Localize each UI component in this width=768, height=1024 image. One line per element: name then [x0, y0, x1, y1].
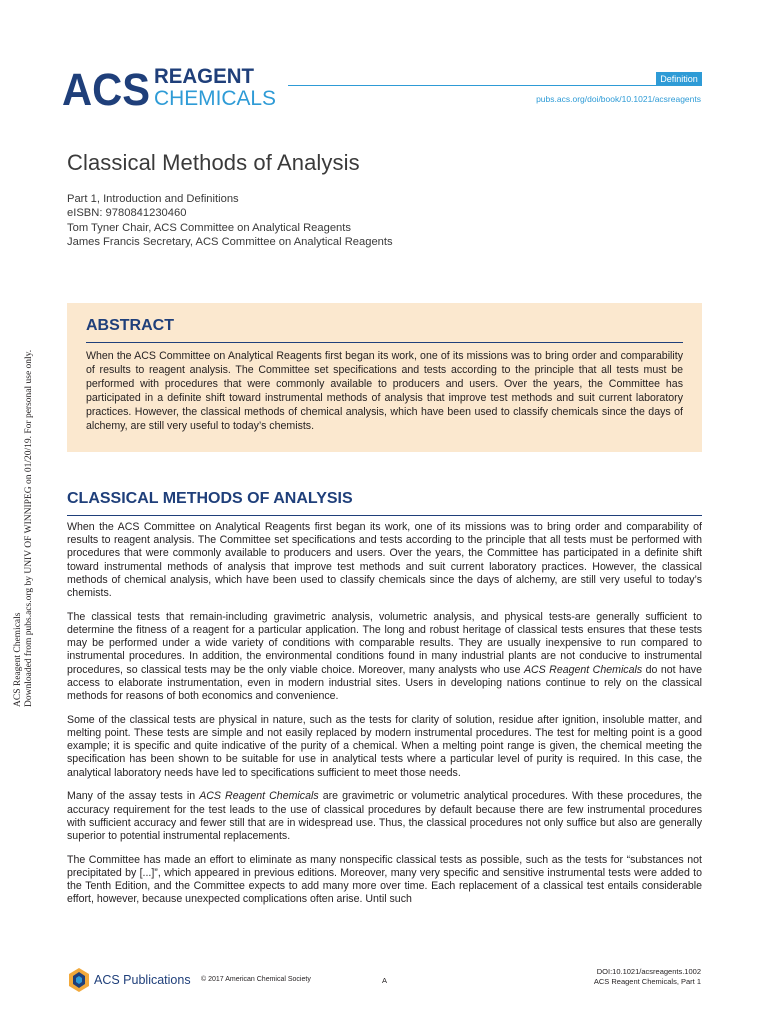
meta-part: Part 1, Introduction and Definitions: [67, 193, 239, 205]
acs-hexagon-icon: [69, 968, 89, 992]
logo-reagent: REAGENT: [154, 65, 255, 88]
paragraph-1: When the ACS Committee on Analytical Reagents first began its work, one of its missions was to bring order and comparability of results to reagent analysis. The Committee set specifications and tests according to the principle that all tests must be performed with procedures that were commonly available to producers and users. Over the years, the Committee has participated in a definite shift toward instrumental methods of analysis that improve test methods and suit current laboratory practices. However, the classical methods of chemical analysis, which have been used to classify chemicals since the days of alchemy, are still very useful to today’s chemists.: [67, 521, 702, 600]
meta-eisbn: eISBN: 9780841230460: [67, 207, 187, 220]
footer-citation: [594, 967, 701, 986]
download-watermark: [9, 318, 39, 708]
meta-secretary: James Francis Secretary, ACS Committee on Analytical Reagents: [67, 235, 393, 248]
paragraph-4: [67, 790, 702, 843]
paragraph-5: The Committee has made an effort to eliminate as many nonspecific classical tests as possible, such as the tests for “substances not precipitated by [...]”, which appeared in previous editions. Moreover, many very specific and sensitive instrumental tests were added to the Tenth Edition, and the Committee expects to add many more over time. Each replacement of a classical test entails considerable effort, however, because unexpected complications often arise. Until such: [67, 853, 702, 906]
copyright: © 2017 American Chemical Society: [201, 976, 311, 983]
publisher-name: ACS Publications: [94, 973, 191, 987]
paragraph-3: Some of the classical tests are physical in nature, such as the tests for clarity of solution, residue after ignition, insoluble matter, and melting point. These tests are simple and not easily replaced by modern instrumental procedures. The test for melting point is a good example; it is specific and quite indicative of the purity of a chemical. When a melting point range is given, the chemical meeting the specification has been shown to be suitable for use in analytical tests where a particular level of purity is required. In this case, the analytical laboratory needs have led to specifications sufficient to meet those needs.: [67, 713, 702, 779]
logo-acs: ACS: [62, 64, 150, 108]
paragraph-4-text-a: Many of the assay tests in: [67, 790, 200, 803]
paragraph-2: [67, 611, 702, 703]
abstract-rule: [86, 342, 683, 343]
paragraph-4-title-ref: ACS Reagent Chemicals: [199, 790, 319, 803]
article-meta: [67, 192, 393, 249]
watermark-line-1: ACS Reagent Chemicals: [13, 612, 23, 707]
abstract-text: When the ACS Committee on Analytical Reagents first began its work, one of its missions was to bring order and comparability of results to reagent analysis. The Committee set specifications and tests according to the principle that all tests must be performed with procedures that were commonly available to producers and users. Over the years, the Committee has participated in a definite shift toward instrumental methods of analysis that improve test methods and suit current laboratory practices. However, the classical methods of chemical analysis, which have been used to classify chemicals since the days of alchemy, are still very useful to today’s chemists.: [86, 350, 683, 433]
header-rule: [288, 85, 702, 86]
section-heading: CLASSICAL METHODS OF ANALYSIS: [67, 490, 353, 507]
section-body: [67, 521, 702, 917]
acs-publications-logo: [68, 967, 193, 993]
paragraph-2-text-a: The classical tests that remain-including gravimetric analysis, volumetric analysis, and physical tests-are generally sufficient to determine the fitness of a reagent for a particular application. The long and robust heritage of classical tests ensures that these tests may be performed under a wide variety of conditions with comparable results. They are usually inexpensive to run compared to instrumental procedures. In addition, the environmental conditions found in many industrial plants are not conducive to instrumental procedures, so classical tests may be the only viable choice. Moreover, many analysts who use: [67, 610, 702, 676]
doi-link[interactable]: pubs.acs.org/doi/book/10.1021/acsreagents: [536, 94, 701, 104]
paragraph-2-title-ref: ACS Reagent Chemicals: [523, 663, 643, 676]
section-rule: [67, 515, 702, 516]
logo-chemicals: CHEMICALS: [154, 87, 276, 108]
meta-chair: Tom Tyner Chair, ACS Committee on Analytical Reagents: [67, 221, 351, 234]
definition-badge: Definition: [656, 72, 702, 86]
abstract-box: [67, 303, 702, 452]
paragraph-4-text-b: are gravimetric or volumetric analytical procedures. With these procedures, the accuracy requirement for the test leads to the use of classical procedures by default because there are few instrumental procedures with sufficient accuracy and fewer still that are in widespread use. Thus, the classical procedures not only suffice but also are generally superior to potential instrumental replacements.: [67, 790, 702, 843]
paragraph-2-text-b: do not have access to elaborate instrumentation, even in modern industrial sites. Users in developing nations continue to rely on the classical methods for reasons of both economics and convenience.: [67, 663, 702, 703]
footer-doi: DOI:10.1021/acsreagents.1002: [596, 967, 701, 976]
acs-reagent-chemicals-logo: [62, 64, 282, 108]
page-title: Classical Methods of Analysis: [67, 150, 360, 175]
watermark-line-2: Downloaded from pubs.acs.org by UNIV OF WINNIPEG on 01/20/19. For personal use only.: [24, 349, 34, 707]
footer-book-citation: ACS Reagent Chemicals, Part 1: [593, 976, 701, 986]
page-number: A: [382, 976, 388, 985]
abstract-heading: ABSTRACT: [86, 317, 174, 334]
